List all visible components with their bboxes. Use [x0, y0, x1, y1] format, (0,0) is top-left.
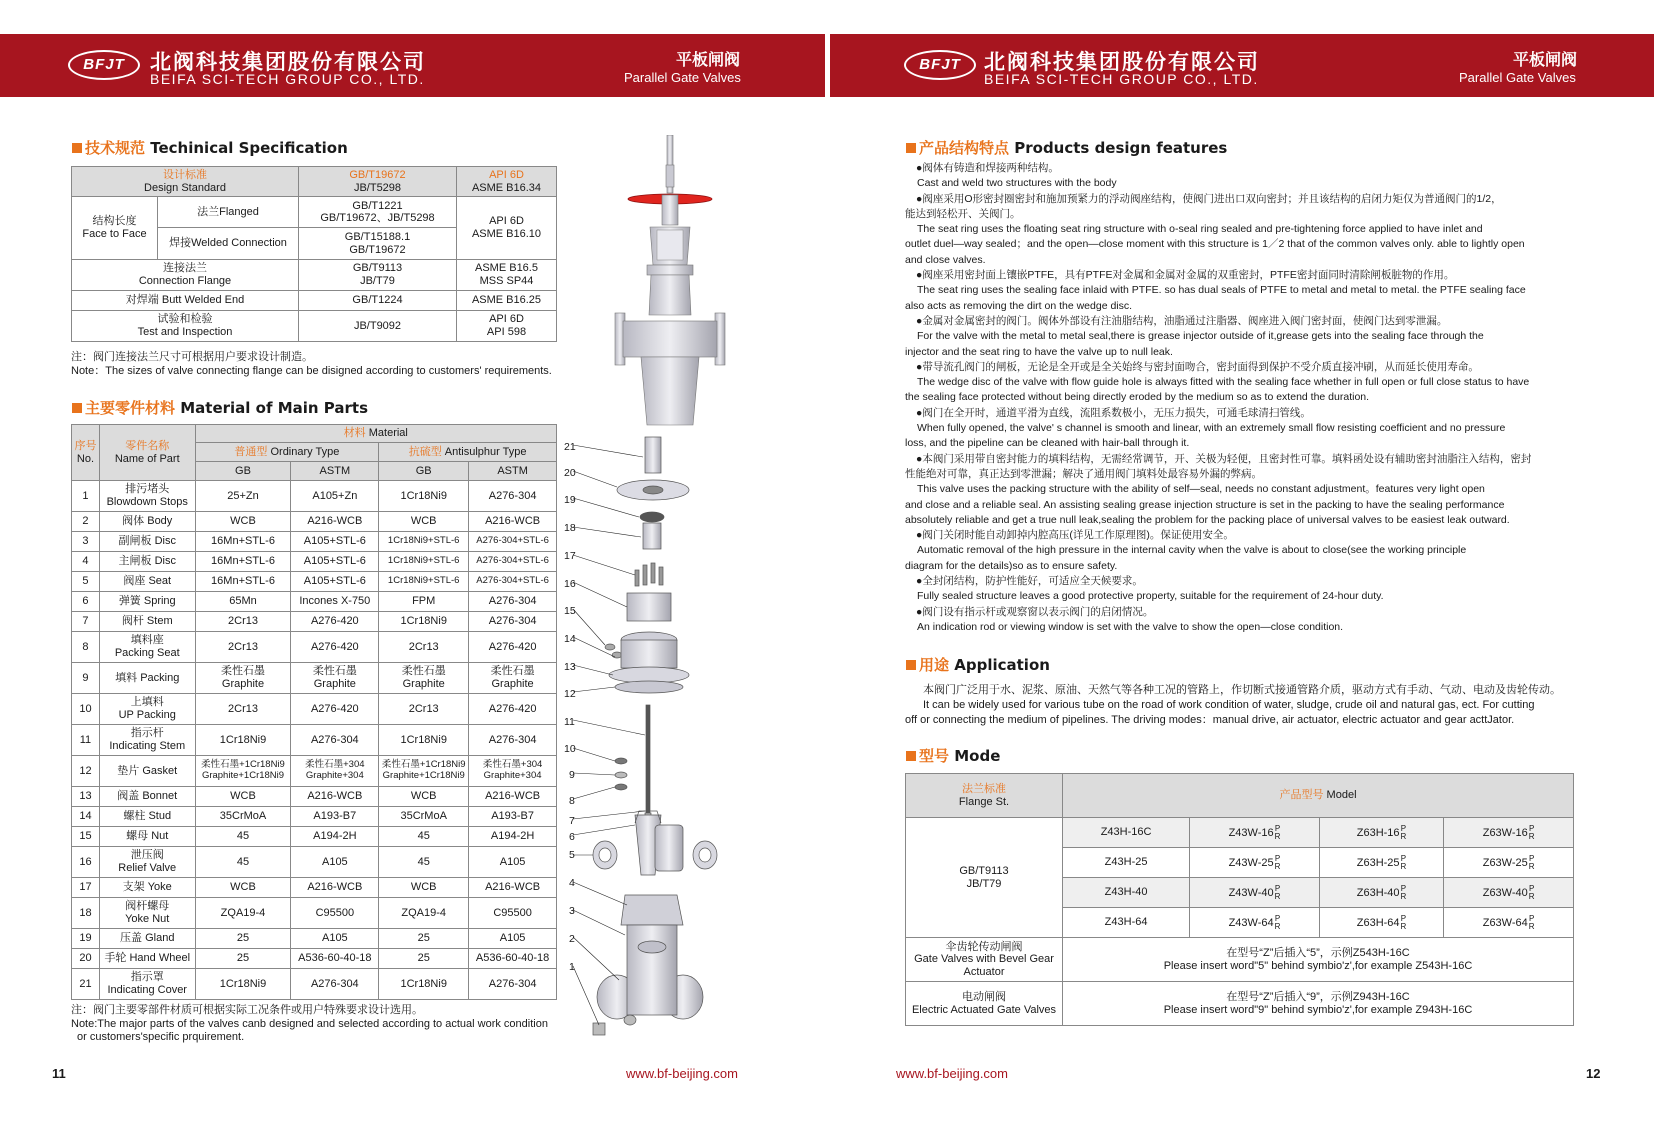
parts-cell-no: 14	[72, 807, 100, 827]
product-title-cn: 平板闸阀	[676, 50, 741, 69]
feature-line: The wedge disc of the valve with flow guide hole is always fitted with the sealing face whether in full open or full close status to have	[917, 376, 1530, 389]
table-row	[72, 512, 557, 532]
parts-cell-a1: C95500	[291, 898, 379, 929]
parts-cell-a1: 柔性石墨+304 Graphite+304	[291, 756, 379, 787]
spec-test-inspection: 试验和检验 Test and Inspection	[72, 310, 299, 341]
parts-header-no: 序号 No.	[72, 425, 100, 481]
parts-cell-a2: A276-420	[469, 694, 557, 725]
parts-cell-no: 4	[72, 552, 100, 572]
parts-cell-name: 排污堵头 Blowdown Stops	[99, 481, 195, 512]
callout-number: 17	[564, 550, 576, 562]
feature-line: ●金属对金属密封的阀门。阀体外部设有注油脂结构，油脂通过注脂器、阀座进入阀门密封面，使阀门达到零泄漏。	[916, 314, 1448, 327]
callout-number: 16	[564, 578, 576, 590]
table-row	[72, 827, 557, 847]
table-row	[72, 847, 557, 878]
parts-cell-name: 手轮 Hand Wheel	[99, 949, 195, 969]
parts-cell-a1: A105+STL-6	[291, 572, 379, 592]
callout-number: 18	[564, 522, 576, 534]
mode-electric-note: 在型号“Z”后插入“9”，示例Z943H-16C Please insert word"9" behind symbio'z',for example Z943H-16C	[1063, 982, 1574, 1026]
parts-cell-a2: A105	[469, 929, 557, 949]
callout-number: 12	[564, 688, 576, 700]
mode-header-flange: 法兰标准 Flange St.	[906, 774, 1063, 818]
valve-exploded-drawing	[555, 135, 770, 1055]
mode-model-cell: Z43W-16 P R	[1190, 818, 1320, 848]
parts-cell-name: 指示杆 Indicating Stem	[99, 725, 195, 756]
parts-cell-no: 21	[72, 969, 100, 1000]
table-row	[72, 807, 557, 827]
callout-number: 13	[564, 661, 576, 673]
callout-number: 7	[569, 815, 575, 827]
parts-header-ordinary: 普通型 Ordinary Type	[195, 443, 379, 462]
parts-cell-a2: A276-304	[469, 481, 557, 512]
parts-cell-name: 弹簧 Spring	[99, 592, 195, 612]
parts-cell-name: 上填料 UP Packing	[99, 694, 195, 725]
parts-cell-g2: 1Cr18Ni9+STL-6	[379, 552, 469, 572]
spec-conn-api: ASME B16.5 MSS SP44	[457, 259, 557, 290]
spec-table	[71, 166, 557, 342]
parts-cell-a1: A105	[291, 847, 379, 878]
parts-cell-a2: A276-304	[469, 725, 557, 756]
parts-cell-a1: A105+Zn	[291, 481, 379, 512]
table-row	[72, 572, 557, 592]
website-link[interactable]: www.bf-beijing.com	[626, 1066, 738, 1081]
mode-table	[905, 773, 1574, 1026]
parts-cell-name: 填料座 Packing Seat	[99, 632, 195, 663]
feature-line: Cast and weld two structures with the body	[917, 177, 1117, 190]
callout-number: 9	[569, 769, 575, 781]
parts-cell-no: 16	[72, 847, 100, 878]
parts-cell-a2: 柔性石墨 Graphite	[469, 663, 557, 694]
parts-header-gb: GB	[379, 462, 469, 481]
parts-cell-g1: 16Mn+STL-6	[195, 552, 291, 572]
parts-cell-g2: 45	[379, 847, 469, 878]
parts-cell-g1: 45	[195, 827, 291, 847]
spec-welded: 焊接Welded Connection	[158, 228, 299, 259]
parts-table	[71, 424, 557, 1000]
feature-line: ●本阀门采用带自密封能力的填料结构，无需经常调节，开、关极为轻便，且密封性可靠。填料函处设有辅助密封油脂注入结构，密封	[916, 452, 1532, 465]
parts-cell-a2: A216-WCB	[469, 787, 557, 807]
parts-cell-g2: 1Cr18Ni9+STL-6	[379, 532, 469, 552]
square-bullet-icon	[906, 660, 916, 670]
application-text: 本阀门广泛用于水、泥浆、原油、天然气等各种工况的管路上，作切断式接通管路介质，驱动方式有手动、气动、电动及齿轮传动。 It can be widely used for various tube on the road of work condition of water, sludge, crude oil and natural gas, ect. For cutting off or connecting the medium of pipelines. The driving modes：manual drive, air actuator, electric actuator and gear acttJator.	[905, 684, 1561, 726]
feature-line: also acts as removing the dirt on the wedge disc.	[905, 299, 1133, 312]
parts-cell-a2: A105	[469, 847, 557, 878]
parts-cell-a1: A536-60-40-18	[291, 949, 379, 969]
spec-conn-gb: GB/T9113 JB/T79	[299, 259, 457, 290]
mode-model-cell: Z63W-25 P R	[1444, 848, 1574, 878]
website-link[interactable]: www.bf-beijing.com	[896, 1066, 1008, 1081]
product-title-en: Parallel Gate Valves	[624, 70, 741, 85]
spec-bw-gb: GB/T1224	[299, 290, 457, 310]
mode-model-cell: Z43W-40 P R	[1190, 878, 1320, 908]
mode-model-cell: Z43H-40	[1063, 878, 1190, 908]
parts-cell-no: 19	[72, 929, 100, 949]
feature-line: outlet duel—way sealed；and the open—close moment with this structure is 1／2 that of the common valves only. able to lightly open	[905, 238, 1525, 251]
parts-header-name: 零件名称 Name of Part	[99, 425, 195, 481]
logo-icon: BFJT	[904, 50, 976, 80]
feature-line: and close valves.	[905, 253, 986, 266]
table-row	[72, 694, 557, 725]
company-name-en: BEIFA SCI-TECH GROUP CO., LTD.	[150, 71, 425, 87]
mode-model-cell: Z63W-16 P R	[1444, 818, 1574, 848]
callout-number: 11	[564, 716, 575, 728]
callout-number: 1	[569, 961, 575, 973]
table-row	[72, 481, 557, 512]
parts-cell-no: 20	[72, 949, 100, 969]
parts-cell-g2: 25	[379, 949, 469, 969]
product-title-en: Parallel Gate Valves	[1459, 70, 1576, 85]
table-row	[906, 818, 1574, 848]
parts-cell-a1: A193-B7	[291, 807, 379, 827]
assembled-valve-icon	[615, 135, 725, 425]
parts-cell-no: 8	[72, 632, 100, 663]
mode-model-cell: Z63H-25 P R	[1319, 848, 1443, 878]
table-row	[72, 725, 557, 756]
parts-cell-a1: A276-420	[291, 632, 379, 663]
parts-cell-no: 13	[72, 787, 100, 807]
feature-line: ●阀座采用O形密封圈密封和施加预紧力的浮动阀座结构，使阀门进出口双向密封；并且该结构的启闭力矩仅为普通阀门的1/2，	[916, 192, 1502, 205]
company-name-cn: 北阀科技集团股份有限公司	[150, 50, 426, 74]
feature-line: The seat ring uses the sealing face inlaid with PTFE. so has dual seals of PTFE to metal and metal to metal. the PTFE sealing face	[917, 284, 1526, 297]
table-row	[72, 969, 557, 1000]
parts-cell-a1: A194-2H	[291, 827, 379, 847]
parts-cell-g1: 25+Zn	[195, 481, 291, 512]
parts-cell-a2: C95500	[469, 898, 557, 929]
spec-welded-gb: GB/T15188.1 GB/T19672	[299, 228, 457, 259]
feature-line: ●带导流孔阀门的闸板，无论是全开或是全关始终与密封面吻合，密封面得到保护不受介质直接冲刷，从而延长使用寿命。	[916, 360, 1479, 373]
spec-butt-welded: 对焊端 Butt Welded End	[72, 290, 299, 310]
application-section-title: 用途 Application	[906, 654, 1050, 675]
mode-model-cell: Z43H-16C	[1063, 818, 1190, 848]
parts-cell-a2: A276-304	[469, 969, 557, 1000]
feature-line: When fully opened, the valve' s channel is smooth and linear, with an extremely small flow resisting coefficient and no pressure	[917, 422, 1506, 435]
parts-cell-g2: 1Cr18Ni9	[379, 725, 469, 756]
parts-cell-a2: A536-60-40-18	[469, 949, 557, 969]
parts-cell-name: 副闸板 Disc	[99, 532, 195, 552]
table-row	[72, 532, 557, 552]
feature-line: 性能绝对可靠，真正达到零泄漏；解决了通用阀门填料处最容易外漏的弊病。	[905, 467, 1262, 480]
parts-cell-g2: 2Cr13	[379, 632, 469, 663]
spec-header-api: API 6D ASME B16.34	[457, 167, 557, 197]
parts-cell-name: 垫片 Gasket	[99, 756, 195, 787]
feature-line: injector and the seat ring to have the valve up to null leak.	[905, 345, 1173, 358]
callout-number: 20	[564, 467, 576, 479]
feature-line: ●全封闭结构，防护性能好，可适应全天候要求。	[916, 575, 1143, 588]
table-row	[72, 898, 557, 929]
parts-cell-no: 7	[72, 612, 100, 632]
parts-cell-a2: A194-2H	[469, 827, 557, 847]
feature-line: 能达到轻松开、关阀门。	[905, 207, 1021, 220]
parts-cell-g2: WCB	[379, 512, 469, 532]
feature-line: This valve uses the packing structure with the ability of self—seal, needs no constant adjustment。features very light open	[917, 483, 1485, 496]
callout-number: 15	[564, 605, 576, 617]
product-title-cn: 平板闸阀	[1513, 50, 1578, 69]
callout-number: 5	[569, 849, 575, 861]
mode-model-cell: Z63W-64 P R	[1444, 908, 1574, 938]
feature-line: ●阀门设有指示杆或观察窗以表示阀门的启闭情况。	[916, 605, 1154, 618]
square-bullet-icon	[906, 143, 916, 153]
spec-header-gb: GB/T19672 JB/T5298	[299, 167, 457, 197]
parts-cell-a1: A216-WCB	[291, 787, 379, 807]
parts-cell-name: 泄压阀 Relief Valve	[99, 847, 195, 878]
callout-number: 3	[569, 905, 575, 917]
page-number-right: 12	[1586, 1066, 1601, 1081]
mode-bevel-note: 在型号“Z”后插入“5”，示例Z543H-16C Please insert word"5" behind symbio'z',for example Z543H-16C	[1063, 938, 1574, 982]
parts-cell-a2: 柔性石墨+304 Graphite+304	[469, 756, 557, 787]
parts-cell-g1: 16Mn+STL-6	[195, 572, 291, 592]
parts-cell-name: 阀杆螺母 Yoke Nut	[99, 898, 195, 929]
mode-model-cell: Z63H-16 P R	[1319, 818, 1443, 848]
feature-line: diagram for the details)so as to ensure safety.	[905, 559, 1118, 572]
parts-cell-g1: 柔性石墨+1Cr18Ni9 Graphite+1Cr18Ni9	[195, 756, 291, 787]
feature-line: ●阀体有铸造和焊接两种结构。	[916, 162, 1059, 174]
spec-flanged: 法兰Flanged	[158, 197, 299, 228]
parts-cell-g2: 2Cr13	[379, 694, 469, 725]
parts-cell-no: 10	[72, 694, 100, 725]
square-bullet-icon	[72, 143, 82, 153]
parts-header-astm: ASTM	[469, 462, 557, 481]
parts-cell-name: 阀体 Body	[99, 512, 195, 532]
callout-number: 8	[569, 795, 575, 807]
parts-cell-g1: 2Cr13	[195, 612, 291, 632]
feature-line: loss, and the pipeline can be cleaned with hair-ball through it.	[905, 437, 1190, 450]
parts-cell-a2: A276-420	[469, 632, 557, 663]
logo-icon: BFJT	[68, 50, 140, 80]
parts-cell-a1: A216-WCB	[291, 878, 379, 898]
table-row	[72, 592, 557, 612]
parts-cell-no: 6	[72, 592, 100, 612]
parts-cell-g1: 25	[195, 949, 291, 969]
parts-cell-name: 阀盖 Bonnet	[99, 787, 195, 807]
table-row	[72, 878, 557, 898]
table-row	[72, 787, 557, 807]
callout-number: 2	[569, 933, 575, 945]
mode-bevel-gear: 伞齿轮传动闸阀 Gate Valves with Bevel Gear Actuator	[906, 938, 1063, 982]
parts-cell-name: 螺柱 Stud	[99, 807, 195, 827]
callout-number: 21	[564, 441, 576, 453]
feature-line: ●阀座采用密封面上镶嵌PTFE，具有PTFE对金属和金属对金属的双重密封，PTFE密封面同时清除闸板脏物的作用。	[916, 269, 1455, 282]
square-bullet-icon	[72, 403, 82, 413]
parts-cell-g1: 柔性石墨 Graphite	[195, 663, 291, 694]
parts-cell-g2: 25	[379, 929, 469, 949]
parts-cell-no: 9	[72, 663, 100, 694]
mode-flange-standard: GB/T9113 JB/T79	[906, 818, 1063, 938]
parts-cell-no: 15	[72, 827, 100, 847]
parts-cell-a2: A276-304+STL-6	[469, 572, 557, 592]
table-row	[72, 949, 557, 969]
mode-model-cell: Z63H-64 P R	[1319, 908, 1443, 938]
parts-header-gb: GB	[195, 462, 291, 481]
parts-cell-g2: 45	[379, 827, 469, 847]
exploded-parts-icon	[593, 437, 717, 1035]
parts-cell-name: 支架 Yoke	[99, 878, 195, 898]
spec-note: 注：阀门连接法兰尺寸可根据用户要求设计制造。 Note：The sizes of valve connecting flange can be disigned according to customers' requirements.	[71, 351, 552, 377]
table-row	[72, 552, 557, 572]
parts-cell-a2: A276-304+STL-6	[469, 532, 557, 552]
feature-line: The seat ring uses the floating seat ring structure with o-seal ring sealed and pre-tightening force applied to have inlet and	[917, 223, 1483, 236]
parts-cell-g2: 35CrMoA	[379, 807, 469, 827]
feature-line: Automatic removal of the high pressure in the internal cavity when the valve is about to close(see the working principle	[917, 544, 1467, 557]
parts-cell-a2: A276-304+STL-6	[469, 552, 557, 572]
parts-cell-g1: ZQA19-4	[195, 898, 291, 929]
parts-cell-g1: 16Mn+STL-6	[195, 532, 291, 552]
parts-cell-g2: 柔性石墨 Graphite	[379, 663, 469, 694]
page-number-left: 11	[52, 1066, 66, 1081]
parts-cell-name: 压盖 Gland	[99, 929, 195, 949]
parts-cell-g1: WCB	[195, 787, 291, 807]
table-row	[72, 612, 557, 632]
mode-model-cell: Z63H-40 P R	[1319, 878, 1443, 908]
parts-cell-a2: A276-304	[469, 592, 557, 612]
features-list	[905, 161, 1580, 635]
callout-number: 10	[564, 743, 576, 755]
spec-face-to-face: 结构长度 Face to Face	[72, 197, 158, 260]
header-left	[0, 34, 825, 97]
parts-cell-g1: 2Cr13	[195, 694, 291, 725]
spec-test-api: API 6D API 598	[457, 310, 557, 341]
mode-model-cell: Z43W-25 P R	[1190, 848, 1320, 878]
callout-number: 6	[569, 831, 575, 843]
parts-cell-a1: A276-420	[291, 612, 379, 632]
parts-cell-a1: A276-304	[291, 725, 379, 756]
parts-cell-a1: A105+STL-6	[291, 552, 379, 572]
parts-cell-g2: FPM	[379, 592, 469, 612]
parts-cell-no: 17	[72, 878, 100, 898]
parts-cell-a1: A276-304	[291, 969, 379, 1000]
mode-model-cell: Z43W-64 P R	[1190, 908, 1320, 938]
parts-cell-no: 5	[72, 572, 100, 592]
parts-cell-no: 2	[72, 512, 100, 532]
feature-line: the sealing face protected without being directly eroded by the medium so as to extend the duration.	[905, 391, 1370, 404]
table-row	[72, 632, 557, 663]
mode-model-cell: Z43H-64	[1063, 908, 1190, 938]
parts-cell-g1: WCB	[195, 512, 291, 532]
feature-line: ●阀门在全开时，通道平滑为直线，流阻系数极小，无压力损失，可通毛球清扫管线。	[916, 406, 1311, 419]
parts-cell-no: 3	[72, 532, 100, 552]
parts-header-material: 材料 Material	[195, 425, 556, 443]
parts-cell-name: 螺母 Nut	[99, 827, 195, 847]
spec-section-title: 技术规范 Techinical Specification	[72, 137, 348, 158]
spec-bw-api: ASME B16.25	[457, 290, 557, 310]
features-section-title: 产品结构特点 Products design features	[906, 137, 1227, 158]
spec-flanged-gb: GB/T1221 GB/T19672、JB/T5298	[299, 197, 457, 228]
parts-cell-g1: 1Cr18Ni9	[195, 969, 291, 1000]
mode-model-cell: Z43H-25	[1063, 848, 1190, 878]
parts-cell-a1: 柔性石墨 Graphite	[291, 663, 379, 694]
feature-line: absolutely reliable and get a true null leak,sealing the problem for the packing place of universal valves to be easiest leak outward.	[905, 513, 1510, 526]
parts-cell-a1: A105+STL-6	[291, 532, 379, 552]
feature-line: Fully sealed structure leaves a good protective property, suitable for the requirement of 24-hour duty.	[917, 590, 1384, 603]
spec-header-design-standard: 设计标准 Design Standard	[72, 167, 299, 197]
parts-cell-g2: WCB	[379, 787, 469, 807]
parts-cell-g2: 1Cr18Ni9+STL-6	[379, 572, 469, 592]
parts-cell-g1: 25	[195, 929, 291, 949]
mode-electric: 电动闸阀 Electric Actuated Gate Valves	[906, 982, 1063, 1026]
parts-cell-g1: 1Cr18Ni9	[195, 725, 291, 756]
parts-note: 注：阀门主要零部件材质可根据实际工况条件或用户特殊要求设计选用。 Note:The major parts of the valves canb designed and selected according to actual work condition or customers'specific prquirement.	[71, 1004, 548, 1043]
parts-cell-g2: 1Cr18Ni9	[379, 481, 469, 512]
parts-cell-g1: 45	[195, 847, 291, 878]
company-name-en: BEIFA SCI-TECH GROUP CO., LTD.	[984, 71, 1259, 87]
parts-cell-g2: ZQA19-4	[379, 898, 469, 929]
parts-cell-g1: WCB	[195, 878, 291, 898]
feature-line: ●阀门关闭时能自动卸掉内腔高压(详见工作原理图)。保证使用安全。	[916, 529, 1234, 542]
parts-header-astm: ASTM	[291, 462, 379, 481]
callout-number: 19	[564, 494, 576, 506]
parts-cell-name: 阀杆 Stem	[99, 612, 195, 632]
parts-cell-no: 11	[72, 725, 100, 756]
feature-line: An indication rod or viewing window is set with the valve to show the open—close condition.	[917, 620, 1344, 633]
parts-cell-no: 12	[72, 756, 100, 787]
mode-header-model: 产品型号 Model	[1063, 774, 1574, 818]
parts-cell-a1: A216-WCB	[291, 512, 379, 532]
table-row	[72, 756, 557, 787]
table-row	[72, 663, 557, 694]
square-bullet-icon	[906, 751, 916, 761]
parts-cell-name: 填料 Packing	[99, 663, 195, 694]
parts-cell-no: 1	[72, 481, 100, 512]
table-row	[72, 929, 557, 949]
parts-cell-g2: 1Cr18Ni9	[379, 969, 469, 1000]
parts-cell-a2: A276-304	[469, 612, 557, 632]
parts-cell-g1: 2Cr13	[195, 632, 291, 663]
spec-test-gb: JB/T9092	[299, 310, 457, 341]
spec-ftf-api: API 6D ASME B16.10	[457, 197, 557, 260]
parts-header-antisulphur: 抗硫型 Antisulphur Type	[379, 443, 557, 462]
parts-cell-a2: A193-B7	[469, 807, 557, 827]
callout-number: 14	[564, 633, 576, 645]
parts-cell-name: 指示罩 Indicating Cover	[99, 969, 195, 1000]
spec-connection-flange: 连接法兰 Connection Flange	[72, 259, 299, 290]
parts-cell-no: 18	[72, 898, 100, 929]
company-name-cn: 北阀科技集团股份有限公司	[984, 50, 1260, 74]
parts-cell-a1: Incones X-750	[291, 592, 379, 612]
parts-section-title: 主要零件材料 Material of Main Parts	[72, 397, 368, 418]
parts-cell-a1: A105	[291, 929, 379, 949]
parts-cell-g1: 35CrMoA	[195, 807, 291, 827]
parts-cell-g2: 1Cr18Ni9	[379, 612, 469, 632]
parts-cell-g2: WCB	[379, 878, 469, 898]
parts-cell-a2: A216-WCB	[469, 512, 557, 532]
feature-line: and close and a reliable seal. An assisting sealing grease injection structure is set in the packing to have the sealing performance	[905, 498, 1505, 511]
parts-cell-a1: A276-420	[291, 694, 379, 725]
parts-cell-a2: A216-WCB	[469, 878, 557, 898]
parts-cell-name: 主闸板 Disc	[99, 552, 195, 572]
header-right	[830, 34, 1654, 97]
parts-cell-name: 阀座 Seat	[99, 572, 195, 592]
callout-number: 4	[569, 877, 575, 889]
parts-cell-g2: 柔性石墨+1Cr18Ni9 Graphite+1Cr18Ni9	[379, 756, 469, 787]
parts-cell-g1: 65Mn	[195, 592, 291, 612]
mode-section-title: 型号 Mode	[906, 745, 1000, 766]
mode-model-cell: Z63W-40 P R	[1444, 878, 1574, 908]
feature-line: For the valve with the metal to metal seal,there is grease injector outside of it,grease gets into the sealing face through the	[917, 330, 1484, 343]
